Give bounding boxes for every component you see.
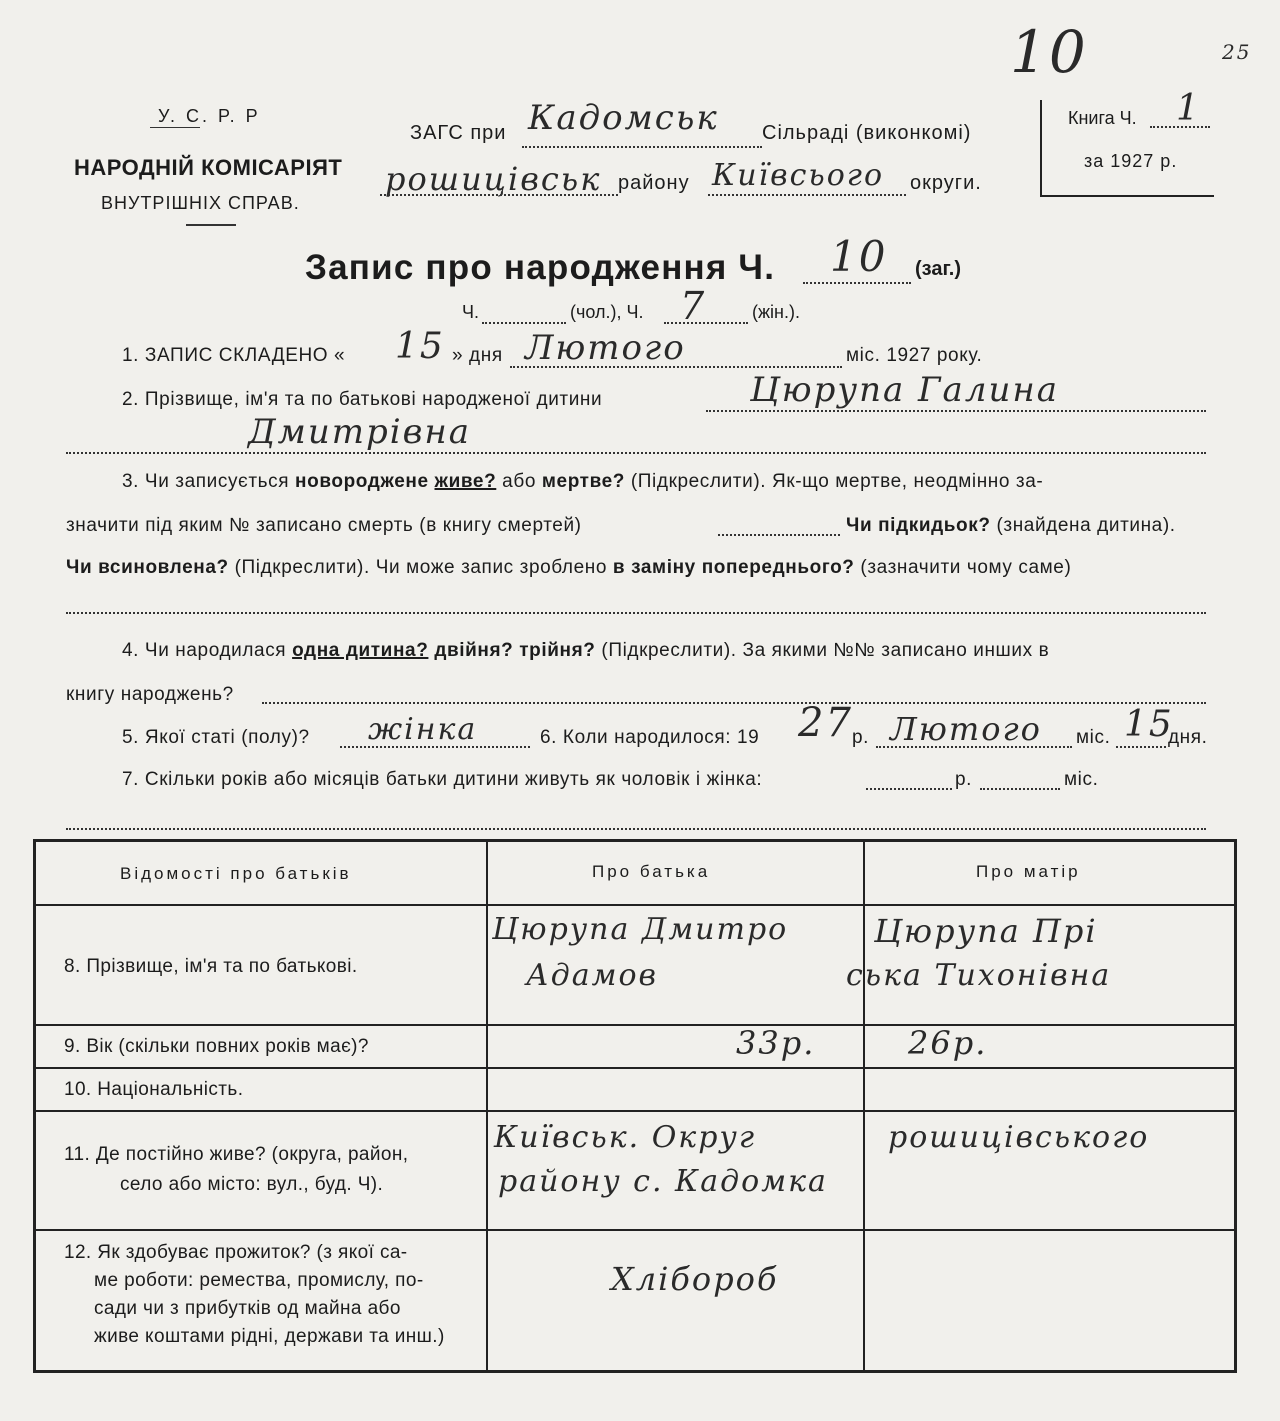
item3-f: (Підкреслити). Як-що мертве, неодмінно за- — [630, 471, 1044, 492]
item3-line3 — [66, 557, 1071, 579]
item3-line2 — [846, 515, 1176, 537]
table-row-divider-header — [36, 904, 1234, 906]
item4-line2: книгу народжень? — [66, 684, 234, 705]
row8-label: 8. Прізвище, ім'я та по батькові. — [64, 956, 358, 977]
item4-d: (Підкреслити). За якими №№ записано инших в — [601, 640, 1050, 661]
row9-father-handwritten: 33р. — [736, 1024, 816, 1062]
parents-table — [33, 839, 1237, 1373]
item4-a: 4. Чи народилася — [122, 640, 287, 661]
item2-label: 2. Прізвище, ім'я та по батькові народженої дитини — [122, 389, 603, 410]
row8-mother-handwritten-2: ська Тихонівна — [846, 958, 1112, 993]
item7-mis: міс. — [1064, 769, 1099, 790]
zags-village-handwritten: Кадомськ — [528, 98, 719, 138]
row12-label-2: ме роботи: ремества, промислу, по- — [94, 1270, 424, 1291]
row9-mother-handwritten: 26р. — [908, 1024, 988, 1062]
item6-dnia: дня. — [1168, 727, 1208, 748]
table-col-divider-1 — [486, 842, 488, 1370]
female-label: (жін.). — [752, 302, 800, 322]
district-line — [380, 194, 618, 196]
item1-day-handwritten: 15 — [395, 326, 445, 367]
district-label: району — [618, 172, 690, 194]
item2-name-handwritten: Цюрупа Галина — [750, 370, 1060, 410]
item1-suffix: міс. 1927 року. — [846, 345, 983, 366]
row11-mother-handwritten-1: рошицівського — [888, 1120, 1150, 1155]
male-label: (чол.), Ч. — [570, 302, 644, 322]
table-row-divider-10 — [36, 1110, 1234, 1112]
row8-father-handwritten-2: Адамов — [526, 958, 659, 993]
female-line — [664, 322, 748, 324]
item1-month-handwritten: Лютого — [525, 328, 686, 368]
item5-line — [340, 746, 530, 748]
header-divider — [150, 127, 200, 128]
item7-label: 7. Скільки років або місяців батьки дитини живуть як чоловік і жінка: — [122, 769, 763, 790]
item1-day-label: » дня — [452, 345, 503, 366]
item3-or: або — [502, 471, 536, 492]
record-number-line — [803, 282, 911, 284]
book-label: Книга Ч. — [1068, 108, 1137, 128]
item1-month-line — [510, 366, 842, 368]
item3-replacement: в заміну попереднього? — [612, 557, 855, 578]
zags-prefix: ЗАГС при — [410, 122, 507, 144]
book-number-handwritten: 1 — [1176, 88, 1201, 129]
item6-day-handwritten: 15 — [1124, 704, 1174, 745]
row11-label-2: село або місто: вул., буд. Ч). — [120, 1174, 384, 1195]
item2-patronymic-line — [66, 452, 1206, 454]
row12-father-handwritten: Хлібороб — [611, 1260, 779, 1298]
item7-months-line — [980, 788, 1060, 790]
item3-line3d: (зазначити чому саме) — [860, 557, 1072, 578]
item6-year-handwritten: 27 — [798, 700, 853, 746]
item2-patronymic-handwritten: Дмитрівна — [248, 412, 472, 452]
department-label: ВНУТРІШНІХ СПРАВ. — [101, 193, 300, 213]
item3-death-line — [718, 534, 840, 536]
item3-a: 3. Чи записується — [122, 471, 290, 492]
table-row-divider-8 — [36, 1024, 1234, 1026]
okrug-line — [708, 194, 906, 196]
female-number-handwritten: 7 — [680, 284, 707, 328]
table-row-divider-9 — [36, 1067, 1234, 1069]
okrug-label: округи. — [910, 172, 982, 194]
row12-label-4: живе коштами рідні, держави та инш.) — [94, 1326, 445, 1347]
okrug-handwritten: Київсього — [712, 158, 885, 193]
col-header-father: Про батька — [592, 862, 711, 881]
male-line — [482, 322, 566, 324]
row12-label-3: сади чи з прибутків од майна або — [94, 1298, 401, 1319]
item6-day-line — [1116, 746, 1166, 748]
item3-newborn: новороджене — [295, 471, 429, 492]
item4-one-child: одна дитина? — [292, 640, 429, 661]
item3-line3b: (Підкреслити). Чи може запис зроблено — [234, 557, 608, 578]
item7-blank-line — [66, 828, 1206, 830]
item5-sex-handwritten: жінка — [368, 712, 478, 747]
row11-father-handwritten-1: Київськ. Округ — [494, 1120, 756, 1155]
row8-father-handwritten-1: Цюрупа Дмитро — [492, 912, 789, 947]
item3-line1 — [122, 471, 1043, 493]
record-title-suffix: (заг.) — [915, 258, 962, 280]
col-header-info: Відомості про батьків — [120, 864, 352, 883]
item4-twins: двійня? трійня? — [434, 640, 596, 661]
male-prefix: Ч. — [462, 302, 479, 322]
col-header-mother: Про матір — [976, 862, 1081, 881]
item3-blank-line — [66, 612, 1206, 614]
item2-name-line — [706, 410, 1206, 412]
item6-label: 6. Коли народилося: 19 — [540, 727, 760, 748]
commissariat-label: НАРОДНІЙ КОМІСАРІЯТ — [74, 155, 343, 180]
item3-adopted: Чи всиновлена? — [66, 557, 229, 578]
zags-village-line — [522, 146, 762, 148]
item3-found-child: (знайдена дитина). — [996, 515, 1176, 536]
item6-mis: міс. — [1076, 727, 1111, 748]
item3-foundling: Чи підкидьок? — [846, 515, 991, 536]
row11-label-1: 11. Де постійно живе? (округа, район, — [64, 1144, 409, 1165]
item3-alive: живе? — [434, 471, 497, 492]
republic-label: У. С. Р. Р — [158, 106, 261, 126]
item6-month-handwritten: Лютого — [890, 710, 1042, 748]
item5-label: 5. Якої статі (полу)? — [122, 727, 310, 748]
table-col-divider-2 — [863, 842, 865, 1370]
header-divider-2 — [186, 224, 236, 226]
row9-label: 9. Вік (скільки повних років має)? — [64, 1036, 369, 1057]
record-title: Запис про народження Ч. — [305, 248, 776, 287]
row8-mother-handwritten-1: Цюрупа Прі — [874, 912, 1098, 950]
zags-suffix: Сільраді (виконкомі) — [762, 122, 972, 144]
row12-label-1: 12. Як здобуває прожиток? (з якої са- — [64, 1242, 408, 1263]
item7-r: р. — [955, 769, 973, 790]
item1-prefix: 1. ЗАПИС СКЛАДЕНО « — [122, 345, 346, 366]
item7-years-line — [866, 788, 952, 790]
item4-line1 — [122, 640, 1049, 662]
row11-father-handwritten-2: району с. Кадомка — [498, 1164, 828, 1199]
book-number-line — [1150, 126, 1210, 128]
row10-label: 10. Національність. — [64, 1079, 244, 1100]
item3-line2a: значити під яким № записано смерть (в книгу смертей) — [66, 515, 582, 536]
item4-blank-line — [262, 702, 1206, 704]
district-handwritten: рошицівськ — [385, 160, 602, 198]
item6-r: р. — [852, 727, 870, 748]
book-year: за 1927 р. — [1084, 151, 1178, 171]
item6-month-line — [876, 746, 1072, 748]
table-row-divider-11 — [36, 1229, 1234, 1231]
page-number-handwritten: 10 — [1010, 18, 1088, 86]
record-number-handwritten: 10 — [830, 232, 888, 281]
corner-mark: 25 — [1222, 40, 1252, 64]
item3-dead: мертве? — [541, 471, 625, 492]
